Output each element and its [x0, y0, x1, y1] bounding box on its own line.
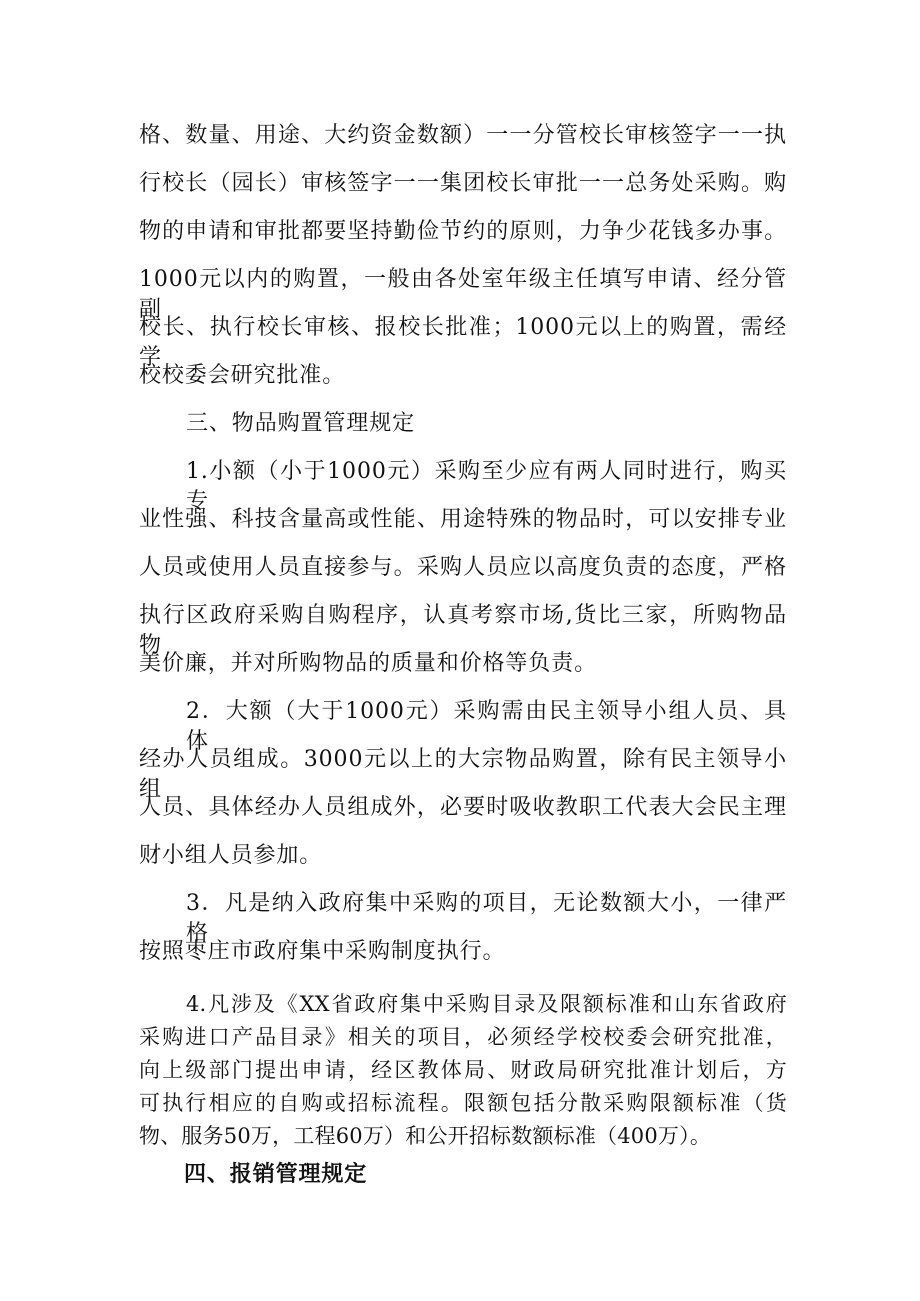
- paragraph-line: 物的申请和审批都要坚持勤俭节约的原则，力争少花钱多办事。: [139, 219, 787, 244]
- paragraph-line: 格、数量、用途、大约资金数额）一一分管校长审核签字一一执: [139, 123, 787, 148]
- paragraph-line: 行校长（园长）审核签字一一集团校长审批一一总务处采购。购: [139, 171, 787, 196]
- section-heading: 三、物品购置管理规定: [186, 411, 416, 436]
- paragraph-line: 校校委会研究批准。: [139, 363, 346, 388]
- paragraph-line: 执行区政府采购自购程序，认真考察市场,货比三家，所购物品物: [139, 603, 787, 658]
- paragraph-line: 采购进口产品目录》相关的项目，必须经学校校委会研究批准，: [139, 1025, 787, 1049]
- paragraph-line: 1.小额（小于1000元）采购至少应有两人同时进行，购买专: [186, 459, 787, 514]
- paragraph-line: 美价廉，并对所购物品的质量和价格等负责。: [139, 651, 598, 676]
- paragraph-line: 财小组人员参加。: [139, 843, 323, 868]
- paragraph-line: 2．大额（大于1000元）采购需由民主领导小组人员、具体: [186, 699, 787, 754]
- paragraph-line: 向上级部门提出申请，经区教体局、财政局研究批准计划后，方: [139, 1058, 787, 1082]
- paragraph-line: 人员或使用人员直接参与。采购人员应以高度负责的态度，严格: [139, 555, 787, 580]
- section-heading: 四、报销管理规定: [184, 1162, 368, 1187]
- paragraph-line: 3．凡是纳入政府集中采购的项目，无论数额大小，一律严格: [186, 891, 787, 946]
- paragraph-line: 校长、执行校长审核、报校长批准；1000元以上的购置，需经学: [139, 315, 787, 370]
- paragraph-line: 4.凡涉及《XX省政府集中采购目录及限额标准和山东省政府: [186, 992, 787, 1016]
- paragraph-line: 1000元以内的购置，一般由各处室年级主任填写申请、经分管副: [139, 267, 787, 322]
- paragraph-line: 可执行相应的自购或招标流程。限额包括分散采购限额标准（货: [139, 1091, 787, 1115]
- paragraph-line: 物、服务50万，工程60万）和公开招标数额标准（400万）。: [139, 1124, 712, 1148]
- paragraph-line: 人员、具体经办人员组成外，必要时吸收教职工代表大会民主理: [139, 795, 787, 820]
- paragraph-line: 业性强、科技含量高或性能、用途特殊的物品时，可以安排专业: [139, 507, 787, 532]
- paragraph-line: 经办人员组成。3000元以上的大宗物品购置，除有民主领导小组: [139, 747, 787, 802]
- paragraph-line: 按照枣庄市政府集中采购制度执行。: [139, 939, 506, 964]
